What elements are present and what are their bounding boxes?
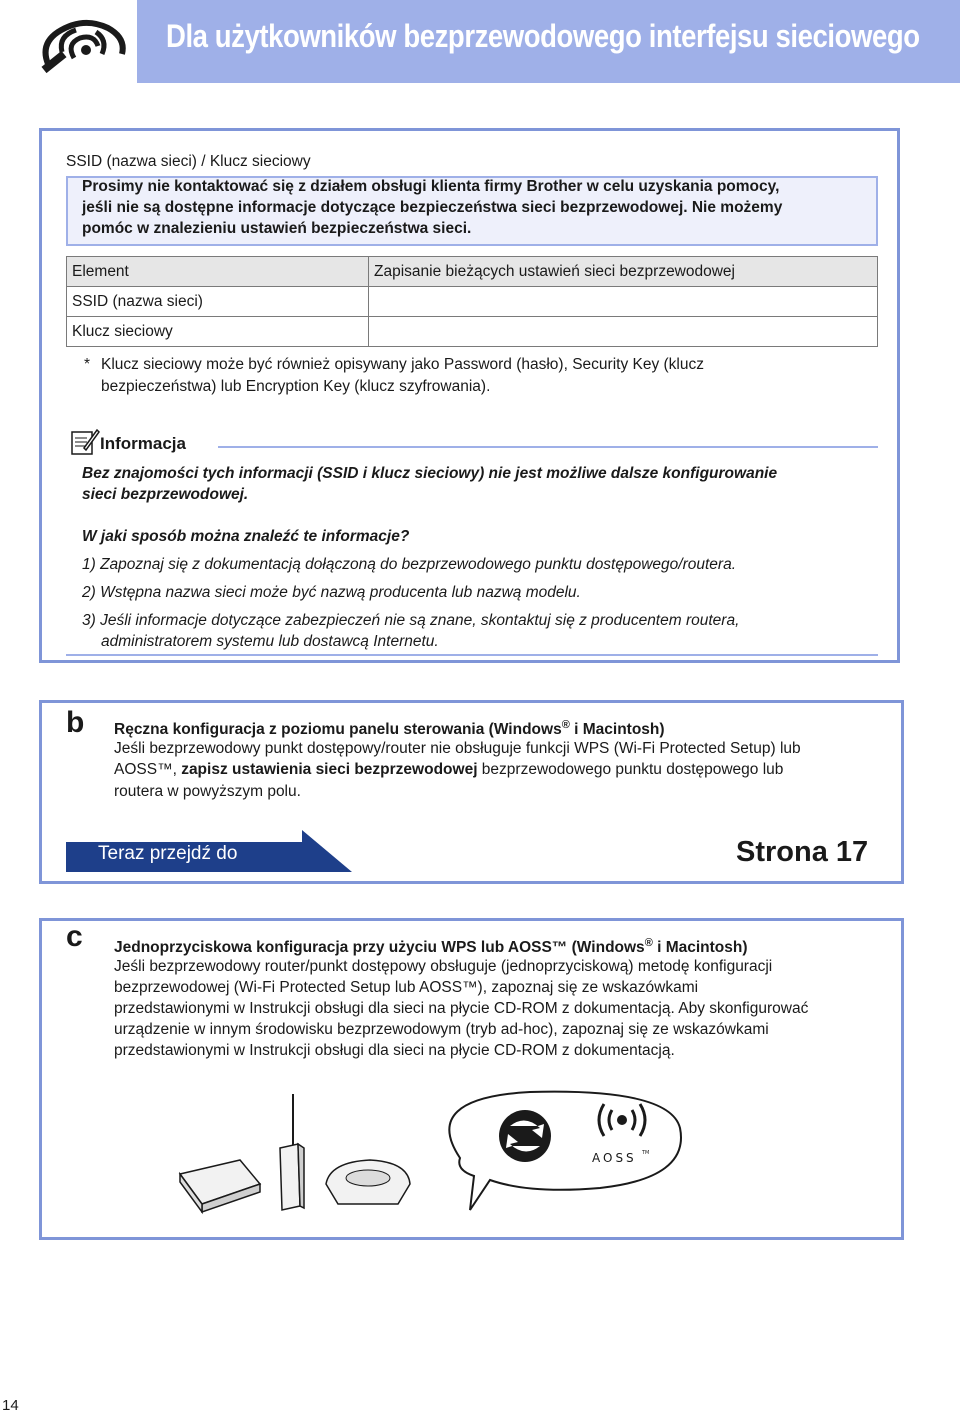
footnote-marker: *	[84, 356, 91, 373]
registered-mark: ®	[644, 937, 653, 949]
info-divider	[218, 446, 878, 448]
wps-logo-icon	[499, 1110, 551, 1162]
table-row	[67, 317, 878, 347]
step-title	[114, 719, 665, 739]
info-item: 1) Zapoznaj się z dokumentacją dołączoną do bezprzewodowego punktu dostępowego/routera.	[82, 556, 737, 573]
table-cell-value[interactable]	[369, 317, 878, 347]
table-header-row	[67, 257, 878, 287]
page-number: 14	[2, 1397, 19, 1414]
step-text: Jeśli bezprzewodowy punkt dostępowy/router nie obsługuje funkcji WPS (Wi-Fi Protected Setup) lub	[114, 740, 801, 757]
aoss-tm: TM	[642, 1150, 650, 1156]
table-cell-label: SSID (nazwa sieci)	[67, 287, 369, 317]
warning-line: Prosimy nie kontaktować się z działem obsługi klienta firmy Brother w celu uzyskania pomocy,	[82, 178, 780, 195]
step-text: routera w powyższym polu.	[114, 783, 301, 800]
step-text-part: bezprzewodowego punktu dostępowego lub	[477, 761, 784, 778]
table-header-current-settings: Zapisanie bieżących ustawień sieci bezprzewodowej	[369, 257, 878, 287]
info-line: Bez znajomości tych informacji (SSID i klucz sieciowy) nie jest możliwe dalsze konfigurowanie	[82, 465, 778, 482]
access-point-device	[180, 1160, 260, 1212]
base-station-device	[326, 1160, 410, 1204]
step-title-text: Ręczna konfiguracja z poziomu panelu sterowania (Windows	[114, 721, 562, 739]
warning-line: jeśli nie są dostępne informacje dotyczące bezpieczeństwa sieci bezprzewodowej. Nie możemy	[82, 199, 783, 216]
wireless-devices-illustration	[170, 1088, 690, 1228]
network-settings-table	[66, 256, 878, 347]
step-letter: c	[66, 920, 83, 953]
table-cell-label: Klucz sieciowy	[67, 317, 369, 347]
step-title-text: Jednoprzyciskowa konfiguracja przy użyciu WPS lub AOSS™ (Windows	[114, 939, 645, 957]
aoss-label: AOSS	[592, 1151, 637, 1165]
step-title	[114, 937, 748, 957]
info-item: 3) Jeśli informacje dotyczące zabezpieczeń nie są znane, skontaktuj się z producentem routera,	[82, 612, 740, 629]
info-divider-bottom	[66, 654, 878, 656]
step-letter: b	[66, 706, 85, 739]
wireless-network-icon	[36, 14, 130, 76]
info-question: W jaki sposób można znaleźć te informacje?	[82, 528, 410, 545]
step-title-text: i Macintosh)	[652, 939, 748, 957]
footnote-line: bezpieczeństwa) lub Encryption Key (klucz szyfrowania).	[101, 378, 491, 395]
step-text: przedstawionymi w Instrukcji obsługi dla sieci na płycie CD-ROM z dokumentacją.	[114, 1042, 675, 1059]
section-heading: SSID (nazwa sieci) / Klucz sieciowy	[66, 153, 311, 170]
step-title-text: i Macintosh)	[569, 721, 665, 739]
step-text-part: AOSS™,	[114, 761, 182, 778]
info-line: sieci bezprzewodowej.	[82, 486, 249, 503]
table-header-element: Element	[67, 257, 369, 287]
step-text-emphasis: zapisz ustawienia sieci bezprzewodowej	[181, 761, 478, 778]
footnote-line: Klucz sieciowy może być również opisywany jako Password (hasło), Security Key (klucz	[101, 356, 704, 373]
info-item: 2) Wstępna nazwa sieci może być nazwą producenta lub nazwą modelu.	[82, 584, 581, 601]
page-title: Dla użytkowników bezprzewodowego interfejsu sieciowego	[166, 18, 920, 54]
registered-mark: ®	[561, 719, 570, 731]
step-text	[114, 761, 783, 779]
note-pencil-icon	[70, 426, 100, 456]
page-reference[interactable]: Strona 17	[736, 836, 869, 868]
info-title: Informacja	[100, 434, 186, 453]
step-text: przedstawionymi w Instrukcji obsługi dla sieci na płycie CD-ROM z dokumentacją. Aby skonfigurować	[114, 1000, 809, 1017]
step-text: urządzenie w innym środowisku bezprzewodowym (tryb ad-hoc), zapoznaj się ze wskazówkami	[114, 1021, 769, 1038]
step-text: bezprzewodowej (Wi-Fi Protected Setup lub AOSS™), zapoznaj się ze wskazówkami	[114, 979, 699, 996]
table-cell-value[interactable]	[369, 287, 878, 317]
goto-label[interactable]: Teraz przejdź do	[98, 843, 238, 864]
step-text: Jeśli bezprzewodowy router/punkt dostępowy obsługuje (jednoprzyciskową) metodę konfiguracji	[114, 958, 773, 975]
router-device	[280, 1094, 304, 1210]
warning-line: pomóc w znalezieniu ustawień bezpieczeństwa sieci.	[82, 220, 472, 237]
table-row	[67, 287, 878, 317]
info-item: administratorem systemu lub dostawcą Internetu.	[101, 633, 439, 650]
